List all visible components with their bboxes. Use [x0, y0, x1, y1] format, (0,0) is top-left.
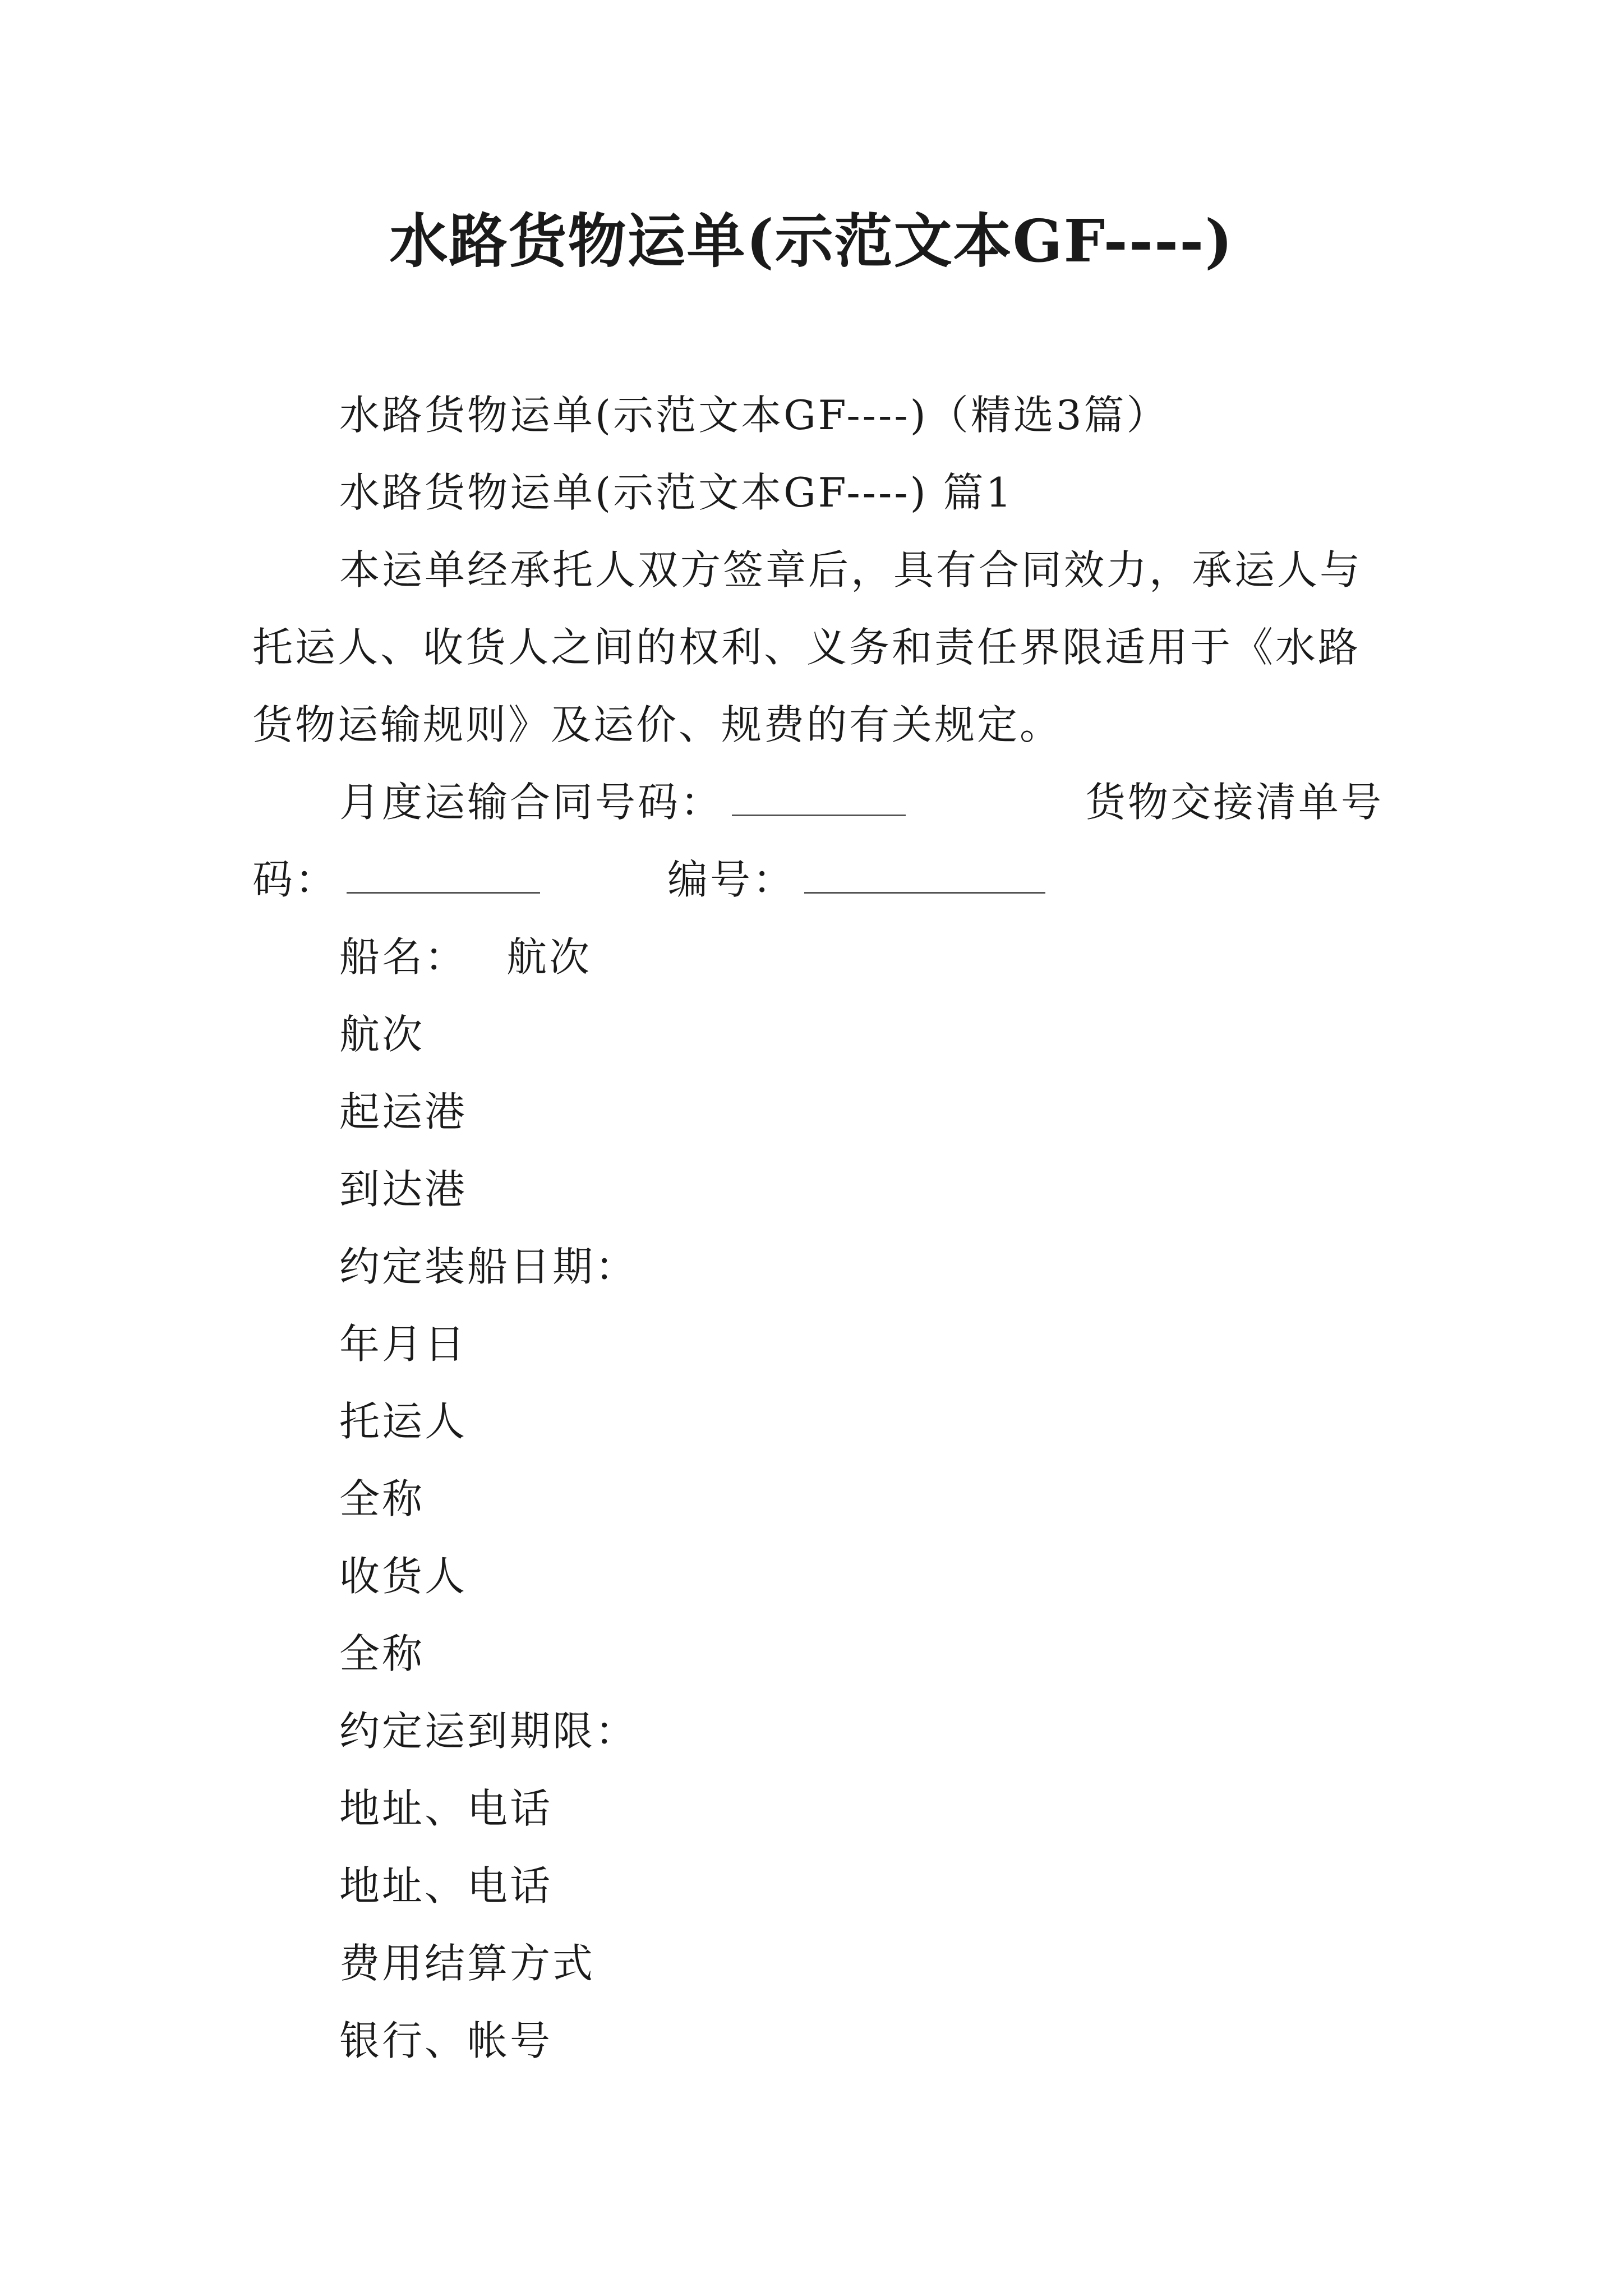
- intro-line-3: 货物运输规则》及运价、规费的有关规定。: [252, 701, 1063, 748]
- ship-name-label: 船名：: [339, 933, 468, 981]
- handover-serial-row: [252, 852, 540, 908]
- field-address-phone-2: 地址、电话: [339, 1862, 553, 1910]
- section-heading: 水路货物运单(示范文本GF----) 篇1: [339, 469, 1014, 516]
- voyage-inline-label: 航次: [506, 933, 592, 981]
- handover-list-label-part2: 码：: [252, 856, 338, 903]
- field-shipper: 托运人: [339, 1398, 468, 1445]
- field-voyage: 航次: [339, 1011, 425, 1058]
- field-consignee-full-name: 全称: [339, 1630, 425, 1677]
- field-loading-date: 约定装船日期：: [339, 1243, 638, 1290]
- contract-number-label: 月度运输合同号码：: [339, 779, 723, 826]
- intro-line-1: 本运单经承托人双方签章后，具有合同效力，承运人与: [339, 546, 1363, 593]
- field-delivery-deadline: 约定运到期限：: [339, 1708, 638, 1755]
- contract-number-blank: [732, 779, 906, 816]
- field-address-phone-1: 地址、电话: [339, 1785, 553, 1832]
- contract-number-row: [339, 774, 906, 830]
- serial-row: [667, 852, 1045, 908]
- field-arrival-port: 到达港: [339, 1166, 468, 1213]
- handover-list-label-part1: 货物交接清单号: [1085, 779, 1384, 826]
- field-shipper-full-name: 全称: [339, 1475, 425, 1522]
- serial-blank: [804, 856, 1045, 894]
- field-settlement-method: 费用结算方式: [339, 1940, 596, 1987]
- serial-label: 编号：: [667, 856, 796, 903]
- intro-line-2: 托运人、收货人之间的权利、义务和责任界限适用于《水路: [252, 624, 1361, 671]
- field-bank-account: 银行、帐号: [339, 2017, 553, 2064]
- document-subtitle: 水路货物运单(示范文本GF----)（精选3篇）: [339, 392, 1169, 439]
- field-consignee: 收货人: [339, 1553, 468, 1600]
- ship-name-row: [339, 929, 592, 985]
- field-departure-port: 起运港: [339, 1088, 468, 1135]
- field-date: 年月日: [339, 1320, 468, 1368]
- document-title: 水路货物运单(示范文本GF----): [389, 206, 1234, 275]
- handover-list-blank: [347, 856, 540, 894]
